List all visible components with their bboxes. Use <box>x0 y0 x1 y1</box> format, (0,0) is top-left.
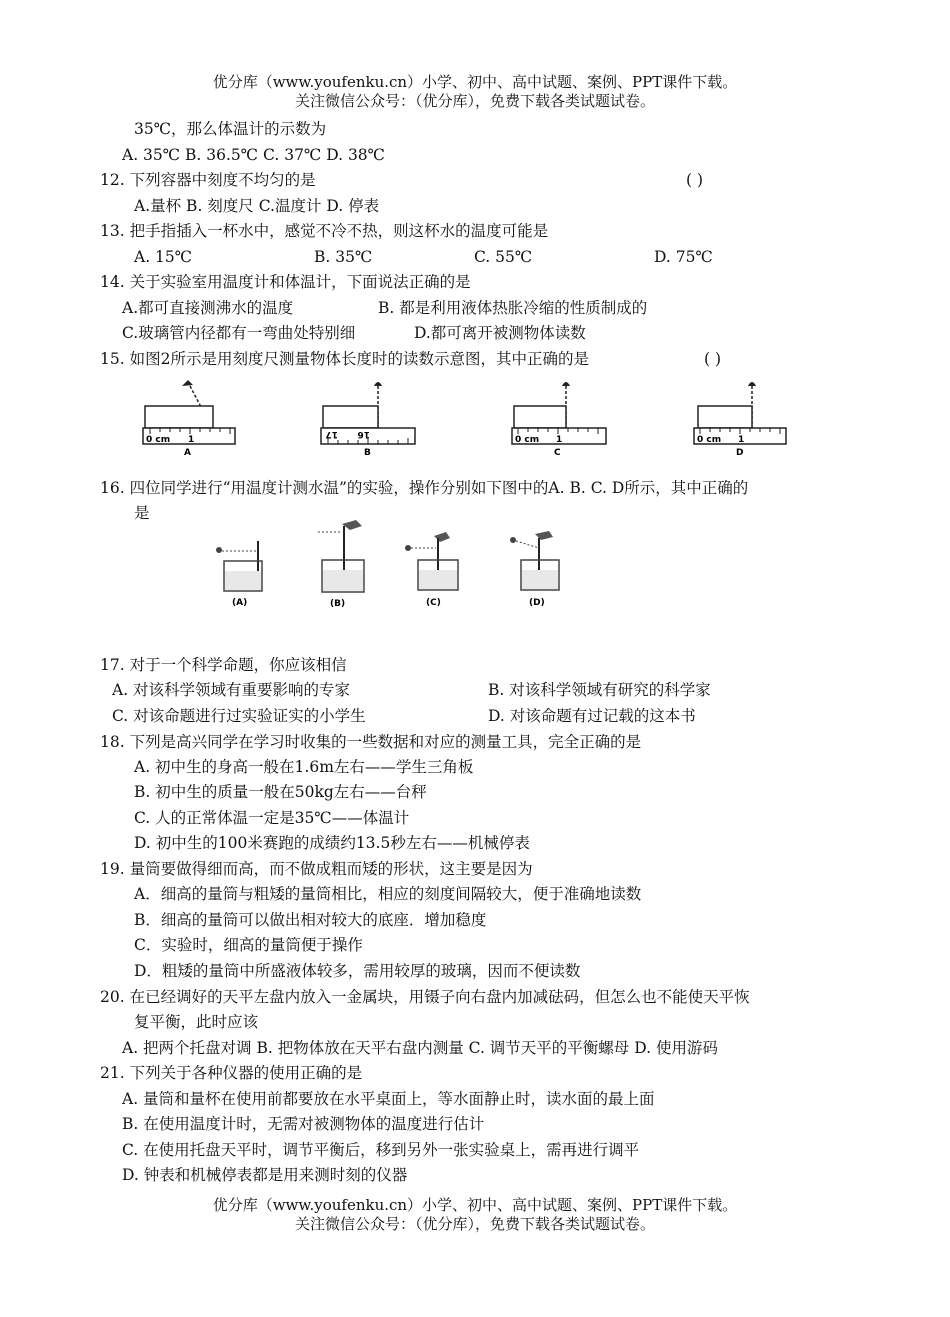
q12-answer-paren: ( ) <box>686 171 704 189</box>
q16-label-d: (D) <box>529 598 545 608</box>
q21-option-a: A. 量筒和量杯在使用前都要放在水平桌面上，等水面静止时，读水面的最上面 <box>122 1090 655 1108</box>
q12-options: A.量杯 B. 刻度尺 C.温度计 D. 停表 <box>134 197 380 215</box>
q21-option-c: C. 在使用托盘天平时，调节平衡后，移到另外一张实验桌上，需再进行调平 <box>122 1141 640 1159</box>
q20-stem-continuation: 复平衡，此时应该 <box>134 1013 259 1031</box>
header-line-2: 关注微信公众号：（优分库），免费下载各类试题试卷。 <box>294 92 655 110</box>
q15-ruler-one-a: 1 <box>188 435 195 445</box>
q18-option-c: C. 人的正常体温一定是35℃——体温计 <box>134 809 410 827</box>
q14-stem: 14. 关于实验室用温度计和体温计，下面说法正确的是 <box>100 273 471 291</box>
q15-ruler-zero-a: 0 cm <box>146 435 171 445</box>
q17-option-b: B. 对该科学领域有研究的科学家 <box>488 681 711 699</box>
q20-stem: 20. 在已经调好的天平左盘内放入一金属块，用镊子向右盘内加减砝码，但怎么也不能使天平恢 <box>100 988 750 1006</box>
q19-option-d: D．粗矮的量筒中所盛液体较多，需用较厚的玻璃，因而不便读数 <box>134 962 581 980</box>
footer-line-2: 关注微信公众号：（优分库），免费下载各类试题试卷。 <box>294 1215 655 1233</box>
q14-option-d: D.都可离开被测物体读数 <box>414 324 586 342</box>
q15-figure-a <box>140 376 238 456</box>
q18-option-b: B. 初中生的质量一般在50kg左右——台秤 <box>134 783 427 801</box>
q18-stem: 18. 下列是高兴同学在学习时收集的一些数据和对应的测量工具，完全正确的是 <box>100 733 642 751</box>
svg-text:16: 16 <box>357 429 370 439</box>
q15-figure-b <box>318 376 418 456</box>
q15-ruler-zero-c: 0 cm <box>515 435 540 445</box>
q14-option-c: C.玻璃管内径都有一弯曲处特别细 <box>122 324 356 342</box>
q15-label-a: A <box>184 448 191 456</box>
q15-label-b: B <box>364 448 371 456</box>
q11-options: A. 35℃ B. 36.5℃ C. 37℃ D. 38℃ <box>122 146 386 164</box>
q14-option-b: B. 都是利用液体热胀冷缩的性质制成的 <box>378 299 648 317</box>
q16-label-c: (C) <box>426 598 441 608</box>
q16-figure-c <box>400 530 470 610</box>
q16-stem: 16. 四位同学进行“用温度计测水温”的实验，操作分别如下图中的A. B. C. D所示，其中正确的 <box>100 479 749 497</box>
q16-label-b: (B) <box>330 599 346 609</box>
q17-option-c: C. 对该命题进行过实验证实的小学生 <box>112 707 366 725</box>
q19-option-c: C．实验时，细高的量筒便于操作 <box>134 936 363 954</box>
q15-answer-paren: ( ) <box>704 350 722 368</box>
q21-stem: 21. 下列关于各种仪器的使用正确的是 <box>100 1064 363 1082</box>
q16-figure-b <box>316 518 386 610</box>
header-line-1: 优分库（www.youfenku.cn）小学、初中、高中试题、案例、PPT课件下载。 <box>212 73 738 91</box>
footer-line-1: 优分库（www.youfenku.cn）小学、初中、高中试题、案例、PPT课件下载。 <box>212 1196 738 1214</box>
q13-stem: 13. 把手指插入一杯水中，感觉不冷不热，则这杯水的温度可能是 <box>100 222 549 240</box>
q18-option-a: A. 初中生的身高一般在1.6m左右——学生三角板 <box>134 758 474 776</box>
q14-option-a: A.都可直接测沸水的温度 <box>122 299 294 317</box>
q19-stem: 19. 量筒要做得细而高，而不做成粗而矮的形状，这主要是因为 <box>100 860 533 878</box>
svg-text:17: 17 <box>325 429 338 439</box>
q15-stem: 15. 如图2所示是用刻度尺测量物体长度时的读数示意图，其中正确的是 <box>100 350 589 368</box>
q12-stem: 12. 下列容器中刻度不均匀的是 <box>100 171 316 189</box>
q16-label-a: (A) <box>232 598 248 608</box>
q19-option-a: A．细高的量筒与粗矮的量筒相比，相应的刻度间隔较大，便于准确地读数 <box>134 885 642 903</box>
q18-option-d: D. 初中生的100米赛跑的成绩约13.5秒左右——机械停表 <box>134 834 530 852</box>
q15-figure-d <box>690 376 790 456</box>
q15-figure-c <box>508 376 608 456</box>
q13-option-a: A. 15℃ <box>134 248 193 266</box>
q19-option-b: B．细高的量筒可以做出相对较大的底座．增加稳度 <box>134 911 487 929</box>
q17-option-a: A. 对该科学领域有重要影响的专家 <box>112 681 351 699</box>
q15-ruler-one-c: 1 <box>556 435 563 445</box>
q16-stem-continuation: 是 <box>134 504 150 522</box>
q11-stem-continuation: 35℃，那么体温计的示数为 <box>134 120 327 138</box>
q13-option-d: D. 75℃ <box>654 248 713 266</box>
q13-option-b: B. 35℃ <box>314 248 373 266</box>
q16-figure-d <box>505 530 575 610</box>
q13-option-c: C. 55℃ <box>474 248 533 266</box>
q15-label-c: C <box>554 448 561 456</box>
q17-option-d: D. 对该命题有过记载的这本书 <box>488 707 696 725</box>
q21-option-d: D. 钟表和机械停表都是用来测时刻的仪器 <box>122 1166 408 1184</box>
q15-ruler-one-d: 1 <box>738 435 745 445</box>
q21-option-b: B. 在使用温度计时，无需对被测物体的温度进行估计 <box>122 1115 485 1133</box>
q16-figure-a <box>210 535 280 610</box>
q15-ruler-zero-d: 0 cm <box>697 435 722 445</box>
q15-label-d: D <box>736 448 744 456</box>
q17-stem: 17. 对于一个科学命题，你应该相信 <box>100 656 347 674</box>
q20-options: A. 把两个托盘对调 B. 把物体放在天平右盘内测量 C. 调节天平的平衡螺母 D. 使用游码 <box>122 1039 718 1057</box>
